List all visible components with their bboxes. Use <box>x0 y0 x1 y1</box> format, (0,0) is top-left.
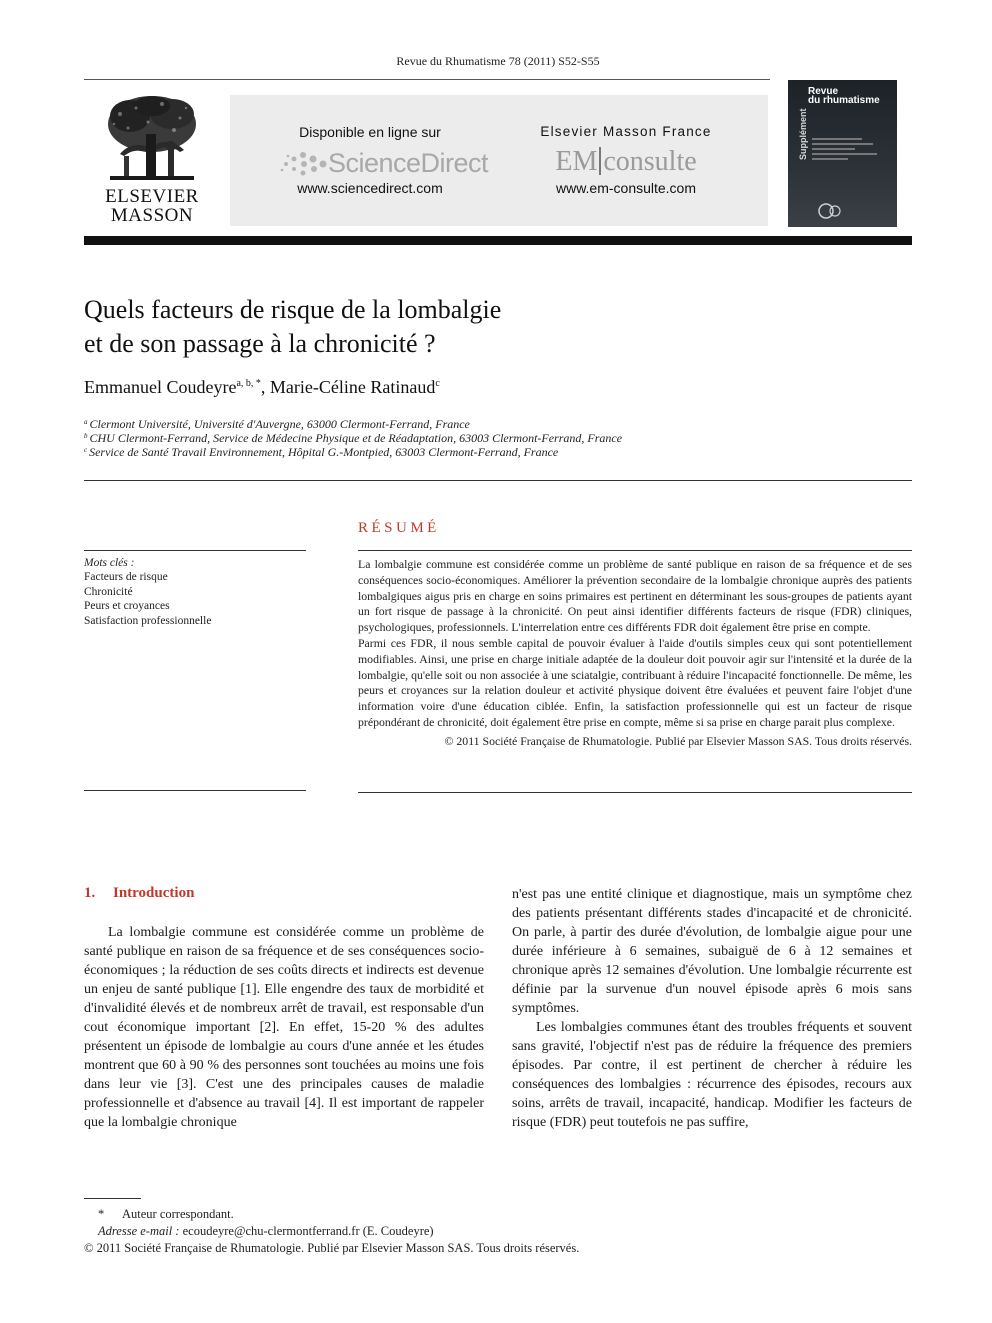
footnotes <box>84 1206 579 1257</box>
emconsulte-wordmark-left: EM <box>555 146 598 177</box>
author-2-affiliation-marks[interactable]: c <box>435 378 440 389</box>
affiliation-mark: a <box>84 418 88 426</box>
cover-text-lines <box>812 138 884 163</box>
author-2[interactable]: Marie-Céline Ratinaud <box>269 377 436 397</box>
abstract-bottom-rule <box>358 792 912 793</box>
affiliation-b <box>84 431 622 446</box>
keywords-block <box>84 556 211 628</box>
emconsulte-wordmark-right: consulte <box>603 146 697 177</box>
cover-title-line2: du rhumatisme <box>808 95 880 106</box>
cover-title <box>808 87 880 105</box>
header-bottom-bar <box>84 236 912 245</box>
abstract-top-rule <box>358 550 912 551</box>
abstract-body <box>358 557 912 750</box>
body-column-left <box>84 923 484 1132</box>
author-1[interactable]: Emmanuel Coudeyre <box>84 377 237 397</box>
keywords-bottom-rule <box>84 790 306 791</box>
affiliation-text: Service de Santé Travail Environnement, Hôpital G.-Montpied, 63003 Clermont-Ferrand, France <box>89 445 559 459</box>
body-column-right <box>512 885 912 1132</box>
affiliation-a <box>84 417 470 432</box>
affiliation-c <box>84 445 558 460</box>
journal-cover <box>788 80 897 227</box>
emconsulte-divider <box>599 147 601 175</box>
section-title: Introduction <box>113 885 195 901</box>
header-top-rule <box>84 79 770 80</box>
section-number: 1. <box>84 885 96 901</box>
footnote-corresponding-text: Auteur correspondant. <box>122 1207 234 1221</box>
abstract-heading: RÉSUMÉ <box>358 520 440 536</box>
elsevier-tree-icon <box>100 94 204 186</box>
footnote-star: * <box>98 1207 105 1221</box>
abstract-paragraph: Parmi ces FDR, il nous semble capital de pouvoir évaluer à l'aide d'outils simples ceux qui sont potentiellement modifiables. Ainsi, une prise en charge initiale adaptée de la douleur doit pouvoir agir sur l'intensité et la durée de la lombalgie, qu'elle soit ou non associée à une sciatalgie, contribuant à réduire l'incapacité fonctionnelle. De même, les peurs et croyances sur la relation douleur et activité physique doivent être évaluées et peuvent faire l'objet d'une information voire d'une éducation ciblée. Enfin, la satisfaction professionnelle qui est un facteur de risque prépondérant de chronicité, doit également être prise en compte, même si sa prise en charge parait plus complexe. <box>358 635 912 729</box>
availability-banner <box>230 95 768 226</box>
keyword-item: Peurs et croyances <box>84 600 170 613</box>
emconsulte-logo <box>526 146 726 180</box>
keywords-top-rule <box>84 550 306 551</box>
article-title <box>84 293 501 361</box>
sciencedirect-logo <box>270 146 489 180</box>
footnote-email-label: Adresse e-mail : <box>98 1224 180 1238</box>
keyword-item: Satisfaction professionnelle <box>84 614 212 627</box>
sciencedirect-dots-icon <box>280 150 330 176</box>
footnote-email <box>84 1223 579 1240</box>
affiliation-text: Clermont Université, Université d'Auvergne, 63000 Clermont-Ferrand, France <box>89 417 470 431</box>
keyword-item: Facteurs de risque <box>84 571 168 584</box>
journal-reference: Revue du Rhumatisme 78 (2011) S52-S55 <box>396 54 600 68</box>
affiliation-text: CHU Clermont-Ferrand, Service de Médecine Physique et de Réadaptation, 63003 Clermont-Ferrand, France <box>89 431 623 445</box>
cover-title-line1: Revue <box>808 86 839 97</box>
sciencedirect-wordmark: ScienceDirect <box>328 148 489 178</box>
section-heading <box>84 885 194 902</box>
footnote-email-value[interactable]: ecoudeyre@chu-clermontferrand.fr (E. Coudeyre) <box>179 1224 434 1238</box>
article-title-line2: et de son passage à la chronicité ? <box>84 329 436 358</box>
author-1-affiliation-marks[interactable]: a, b, * <box>236 378 261 389</box>
body-paragraph: Les lombalgies communes étant des troubles fréquents et souvent sans gravité, l'objectif n'est pas de réduire la fréquence des premiers épisodes. Par contre, il est pertinent de chercher à réduire les conséquences des lombalgies : récurrence des épisodes, recours aux soins, arrêts de travail, incapacité, handicap. Modifier les facteurs de risque (FDR) peut toutefois ne pas suffire, <box>512 1020 912 1130</box>
footnote-copyright: © 2011 Société Française de Rhumatologie. Publié par Elsevier Masson SAS. Tous droits réservés. <box>84 1241 580 1255</box>
affiliation-mark: b <box>84 432 88 440</box>
abstract-copyright: © 2011 Société Française de Rhumatologie. Publié par Elsevier Masson SAS. Tous droits réservés. <box>444 733 912 748</box>
cover-society-logo-icon <box>816 201 844 221</box>
emconsulte-label: Elsevier Masson France <box>540 124 712 139</box>
elsevier-masson-logo <box>96 94 208 228</box>
article-title-line1: Quels facteurs de risque de la lombalgie <box>84 295 502 324</box>
body-paragraph: La lombalgie commune est considérée comme un problème de santé publique en raison de sa fréquence et de ses conséquences socio-économiques ; la réduction de ses coûts directs et indirects est devenue un enjeu de santé publique [1]. Elle engendre des taux de morbidité et d'invalidité élevés et de nombreux arrêt de travail, est responsable d'un cout économique important [2]. En effet, 15-20 % des adultes présentent un épisode de lombalgie au cours d'une année et les études montrent que 60 à 90 % des personnes sont touchées au moins une fois dans leur vie [3]. C'est une des principales causes de maladie professionnelle et d'absence au travail [4]. Il est important de rappeler que la lombalgie chronique <box>84 925 484 1130</box>
logo-text-elsevier: ELSEVIER <box>105 186 199 207</box>
author-separator: , <box>260 377 270 397</box>
sciencedirect-url[interactable]: www.sciencedirect.com <box>297 180 443 196</box>
sciencedirect-label: Disponible en ligne sur <box>299 124 441 140</box>
affiliation-mark: c <box>84 446 88 454</box>
cover-side-label: Supplément <box>798 108 808 160</box>
logo-text-masson: MASSON <box>110 205 194 226</box>
keywords-label: Mots clés : <box>84 557 135 569</box>
footnote-rule <box>84 1198 141 1199</box>
abstract-paragraph: La lombalgie commune est considérée comme un problème de santé publique en raison de sa fréquence et de ses conséquences socio-économiques. Améliorer la prévention secondaire de la lombalgie chronique auprès des patients lombalgiques aigus pris en charge en soins primaires est pertinent en déterminant les sous-groupes de patients ayant un fort risque de passage à la chronicité. On peut ainsi identifier différents facteurs de risque (FDR) cliniques, psychologiques, professionnels. L'interrelation entre ces différents FDR doit également être prise en compte. <box>358 557 912 635</box>
body-paragraph: n'est pas une entité clinique et diagnostique, mais un symptôme chez des patients présentant différents stades d'incapacité et de chronicité. On parle, à partir des durée d'évolution, de lombalgie aigue pour une durée inférieure à 6 semaines, subaiguë de 6 à 12 semaines et chronique après 12 semaines d'évolution. Une lombalgie récurrente est définie par la survenue d'un nouvel épisode après 6 mois sans symptômes. <box>512 887 912 1016</box>
footnote-corresponding <box>84 1206 579 1223</box>
emconsulte-url[interactable]: www.em-consulte.com <box>555 180 697 196</box>
divider <box>84 480 912 481</box>
keyword-item: Chronicité <box>84 585 133 598</box>
authors <box>84 377 440 398</box>
emconsulte-wordmark <box>526 146 726 178</box>
